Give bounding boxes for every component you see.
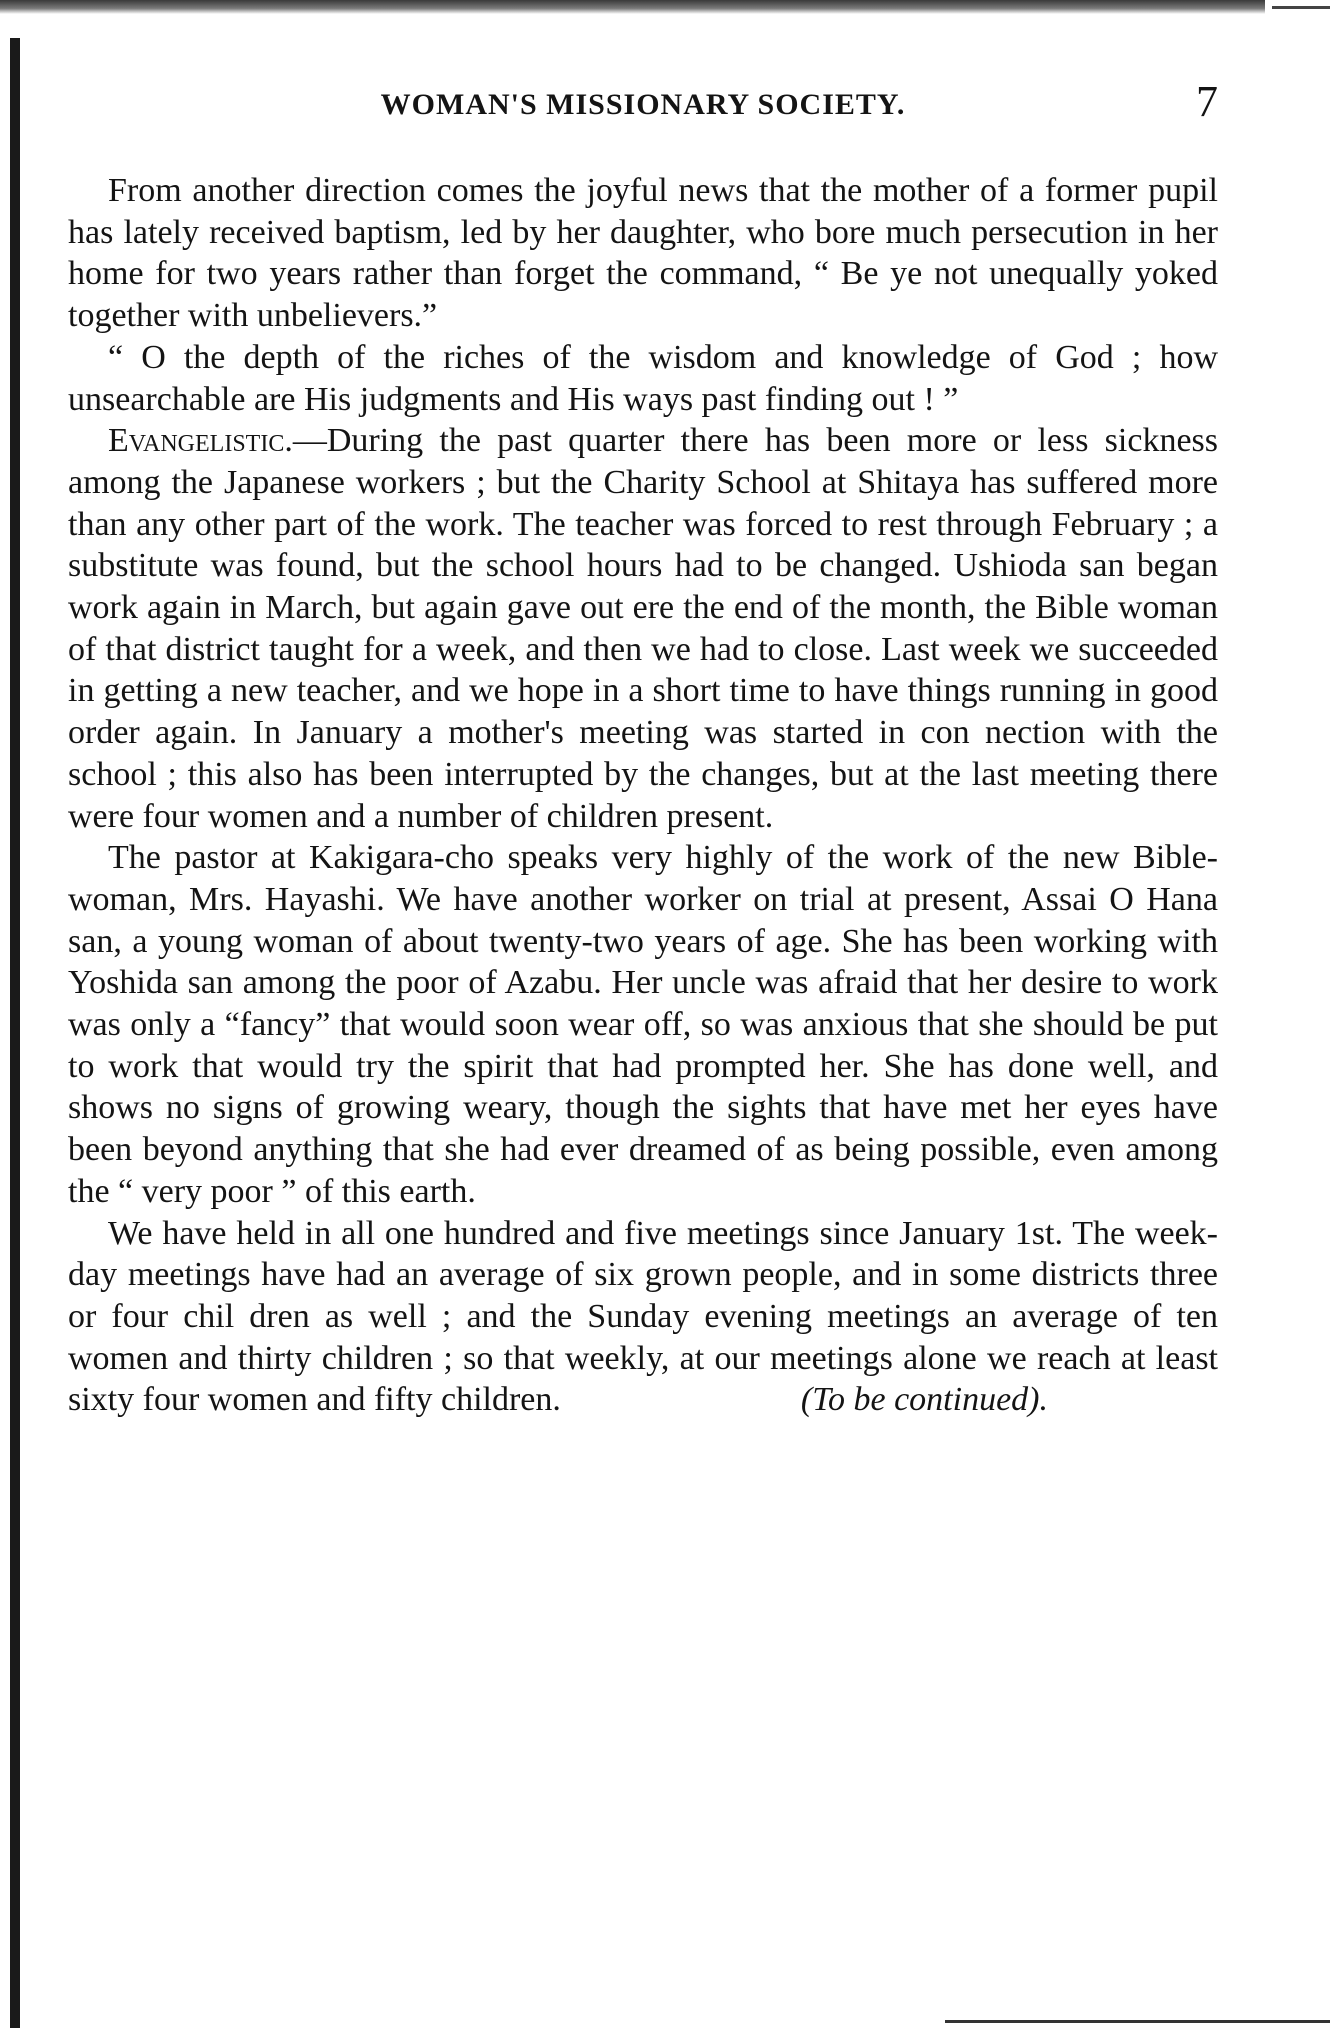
- paragraph-evangelistic-text: During the past quarter there has been more or less sickness among the Japanese workers ; but the Charity School at Shitaya has suffered more than any other part of the work. The teacher was forced to rest through February ; a substitute was found, but the school hours had to be changed. Ushioda san began work again in March, but again gave out ere the end of the month, the Bible woman of that district taught for a week, and then we had to close. Last week we succeeded in getting a new teacher, and we hope in a short time to have things running in good order again. In January a mother's meeting was started in con nection with the school ; this also has been interrupted by the changes, but at the last meeting there were four women and a number of children present.: [68, 422, 1218, 835]
- body-text: [68, 170, 1218, 1421]
- top-border-tail: [1272, 6, 1330, 9]
- paragraph-meetings-text: We have held in all one hundred and five meetings since January 1st. The week-day meetings have had an average of six grown people, and in some districts three or four chil dren as well ; and the Sunday evening meetings an average of ten women and thirty children ; so that weekly, at our meetings alone we reach at least sixty four women and fifty children.: [68, 1214, 1218, 1419]
- bottom-rule: [945, 2020, 1330, 2023]
- paragraph-quotation: “ O the depth of the riches of the wisdom and knowledge of God ; how unsearchable are His judgments and His ways past finding out ! ”: [68, 338, 1218, 418]
- paragraph-meetings: [68, 1213, 1218, 1422]
- top-border-rule: [0, 0, 1265, 14]
- paragraph-evangelistic: [68, 420, 1218, 837]
- paragraph-baptism: From another direction comes the joyful news that the mother of a former pupil has lately received baptism, led by her daughter, who bore much persecution in her home for two years rather than forget the command, “ Be ye not unequally yoked together with unbelievers.”: [68, 172, 1218, 335]
- paragraph-pastor: The pastor at Kakigara-cho speaks very highly of the work of the new Bible-woman, Mrs. Hayashi. We have another worker on trial at present, Assai O Hana san, a young woman of about twenty-two years of age. She has been working with Yoshida san among the poor of Azabu. Her uncle was afraid that her desire to work was only a “fancy” that would soon wear off, so was anxious that she should be put to work that would try the spirit that had prompted her. She has done well, and shows no signs of growing weary, though the sights that have met her eyes have been beyond anything that she had ever dreamed of as being possible, even among the “ very poor ” of this earth.: [68, 839, 1218, 1210]
- section-label-evangelistic: Evangelistic.—: [108, 422, 327, 460]
- continued-note: (To be continued).: [800, 1381, 1048, 1419]
- page-header: [68, 76, 1218, 136]
- running-title: WOMAN'S MISSIONARY SOCIETY.: [380, 88, 906, 121]
- page-number: 7: [1196, 77, 1218, 126]
- left-margin-rule: [10, 38, 20, 2028]
